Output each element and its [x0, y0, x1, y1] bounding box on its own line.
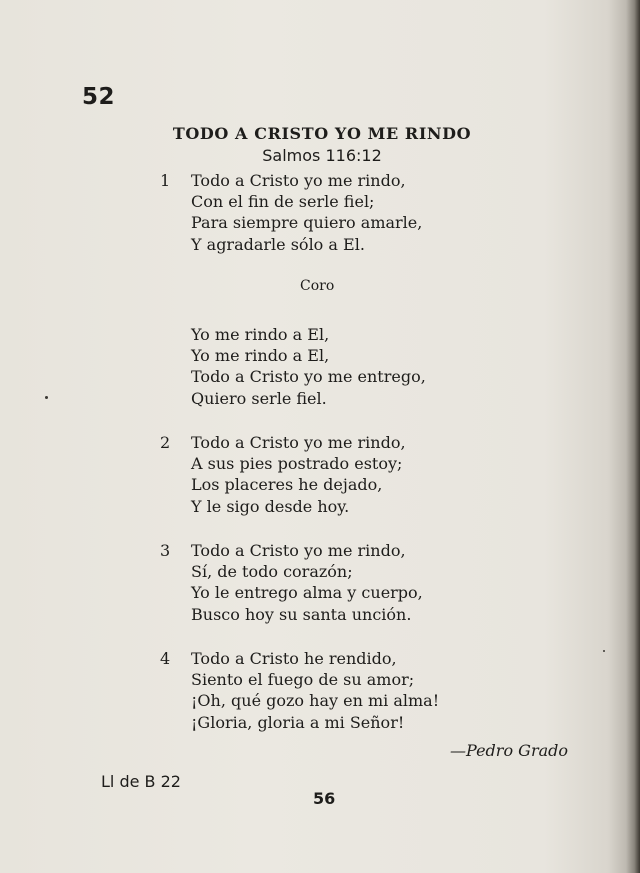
- hymn-number: 52: [82, 84, 116, 110]
- chorus-line: Yo me rindo a El,: [191, 346, 330, 366]
- verse-line: Busco hoy su santa unción.: [191, 604, 412, 624]
- stanza-lines: [191, 648, 439, 733]
- verse-line: A sus pies postrado estoy;: [191, 454, 403, 474]
- verse-line: Yo le entrego alma y cuerpo,: [191, 583, 423, 603]
- verse-line: ¡Oh, qué gozo hay en mi alma!: [191, 691, 440, 711]
- author-credit: —Pedro Grado: [450, 741, 568, 760]
- chorus-label: Coro: [300, 278, 335, 294]
- stanza-lines: [191, 170, 422, 255]
- chorus-line: Quiero serle fiel.: [191, 388, 327, 408]
- page-edge-shadow: [626, 0, 640, 873]
- verse-line: Siento el fuego de su amor;: [191, 670, 415, 690]
- paper-speck: [603, 650, 605, 652]
- hymn-title: TODO A CRISTO YO ME RINDO: [172, 124, 472, 143]
- stanza-number: 1: [160, 171, 171, 190]
- verse-line: ¡Gloria, gloria a mi Señor!: [191, 712, 405, 732]
- chorus-lines: [191, 324, 426, 409]
- verse-line: Todo a Cristo yo me rindo,: [191, 541, 406, 560]
- stanza-lines: [191, 540, 423, 625]
- paper-speck: [45, 396, 48, 399]
- verse-line: Los placeres he dejado,: [191, 475, 383, 495]
- stanza-number: 3: [160, 541, 171, 560]
- verse-line: Sí, de todo corazón;: [191, 562, 353, 582]
- verse-line: Con el fin de serle fiel;: [191, 192, 375, 212]
- chorus-line: Todo a Cristo yo me entrego,: [191, 367, 426, 387]
- page-number: 56: [313, 789, 336, 808]
- stanza-number: 2: [160, 433, 171, 452]
- hymnal-reference: Ll de B 22: [101, 772, 181, 791]
- scripture-reference: Salmos 116:12: [262, 146, 382, 165]
- stanza-number: 4: [160, 649, 171, 668]
- verse-line: Para siempre quiero amarle,: [191, 213, 423, 233]
- stanza-lines: [191, 432, 406, 517]
- chorus-line: Yo me rindo a El,: [191, 325, 330, 344]
- verse-line: Y agradarle sólo a El.: [191, 234, 365, 254]
- verse-line: Todo a Cristo he rendido,: [191, 649, 397, 668]
- verse-line: Todo a Cristo yo me rindo,: [191, 433, 406, 452]
- verse-line: Y le sigo desde hoy.: [191, 496, 350, 516]
- verse-line: Todo a Cristo yo me rindo,: [191, 171, 406, 190]
